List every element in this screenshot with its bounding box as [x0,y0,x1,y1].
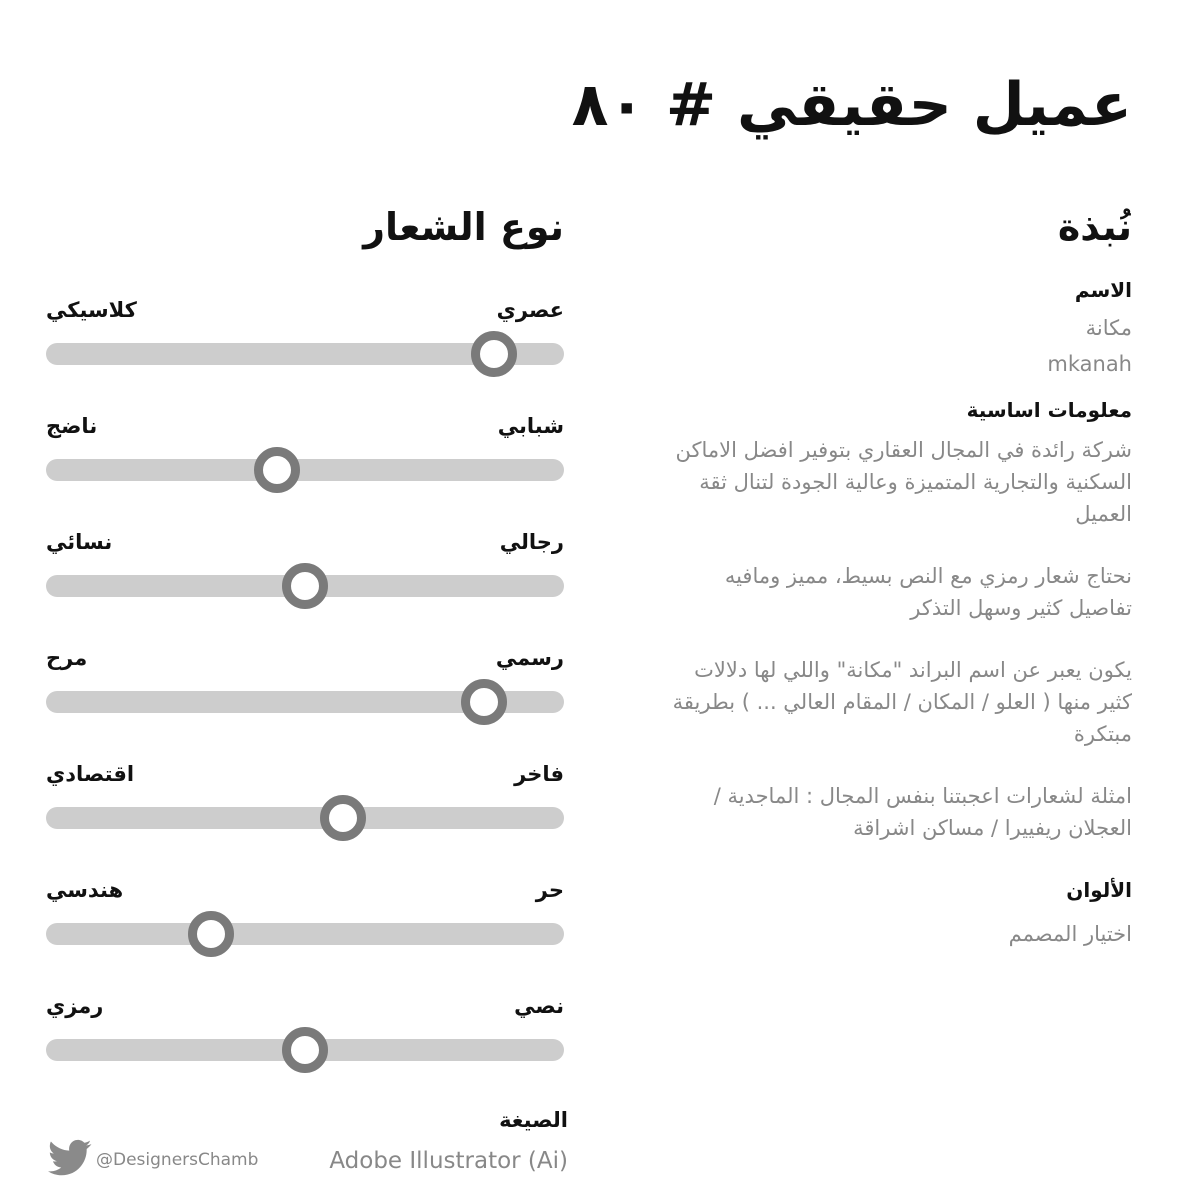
slider-label-right: رجالي [499,530,564,554]
slider-track[interactable] [46,459,564,481]
name-arabic: مكانة [1085,316,1132,340]
slider-label-left: هندسي [46,878,124,902]
slider-knob[interactable] [282,1027,328,1073]
slider-label-right: نصي [514,994,564,1018]
slider-masculine-feminine[interactable] [46,530,564,610]
slider-track[interactable] [46,923,564,945]
slider-label-left: اقتصادي [46,762,135,786]
slider-modern-classic[interactable] [46,298,564,378]
slider-knob[interactable] [282,563,328,609]
format-label: الصيغة [499,1108,568,1132]
slider-label-right: حر [535,878,564,902]
twitter-handle[interactable]: @DesignersChamb [96,1150,259,1170]
slider-youthful-mature[interactable] [46,414,564,494]
twitter-icon [48,1138,92,1178]
info-paragraph-1: شركة رائدة في المجال العقاري بتوفير افضل الاماكن السكنية والتجارية المتميزة وعالية الجودة لتنال ثقة العميل [675,438,1132,526]
slider-label-right: شبابي [497,414,564,438]
slider-track[interactable] [46,807,564,829]
info-paragraph-3: يكون يعبر عن اسم البراند "مكانة" واللي لها دلالات كثير منها ( العلو / المكان / المقام العالي ... ) بطريقة مبتكرة [672,658,1132,746]
slider-label-right: فاخر [514,762,564,786]
slider-label-left: ناضج [46,414,98,438]
slider-knob[interactable] [254,447,300,493]
slider-free-geometric[interactable] [46,878,564,958]
info-paragraph-4: امثلة لشعارات اعجبتنا بنفس المجال : الماجدية / العجلان ريفييرا / مساكن اشراقة [713,784,1132,840]
logo-type-heading: نوع الشعار [363,205,564,249]
slider-label-left: مرح [46,646,88,670]
page-title: عميل حقيقي # ٨٠ [571,70,1132,140]
slider-label-right: عصري [496,298,564,322]
format-value: Adobe Illustrator (Ai) [329,1148,568,1174]
slider-formal-playful[interactable] [46,646,564,726]
slider-label-left: نسائي [46,530,113,554]
basic-info-label: معلومات اساسية [966,398,1132,422]
slider-text-symbolic[interactable] [46,994,564,1074]
slider-knob[interactable] [461,679,507,725]
slider-knob[interactable] [188,911,234,957]
about-section [672,278,1132,952]
name-english: mkanah [1047,352,1132,376]
info-paragraph-2: نحتاج شعار رمزي مع النص بسيط، مميز ومافيه تفاصيل كثير وسهل التذكر [724,564,1132,620]
name-label: الاسم [1074,278,1132,302]
colors-value: اختيار المصمم [1008,922,1132,946]
slider-label-left: رمزي [46,994,104,1018]
slider-label-left: كلاسيكي [46,298,137,322]
slider-luxury-economic[interactable] [46,762,564,842]
slider-label-right: رسمي [495,646,564,670]
colors-label: الألوان [1066,878,1132,902]
slider-knob[interactable] [320,795,366,841]
slider-knob[interactable] [471,331,517,377]
about-heading: نُبذة [1057,205,1132,249]
